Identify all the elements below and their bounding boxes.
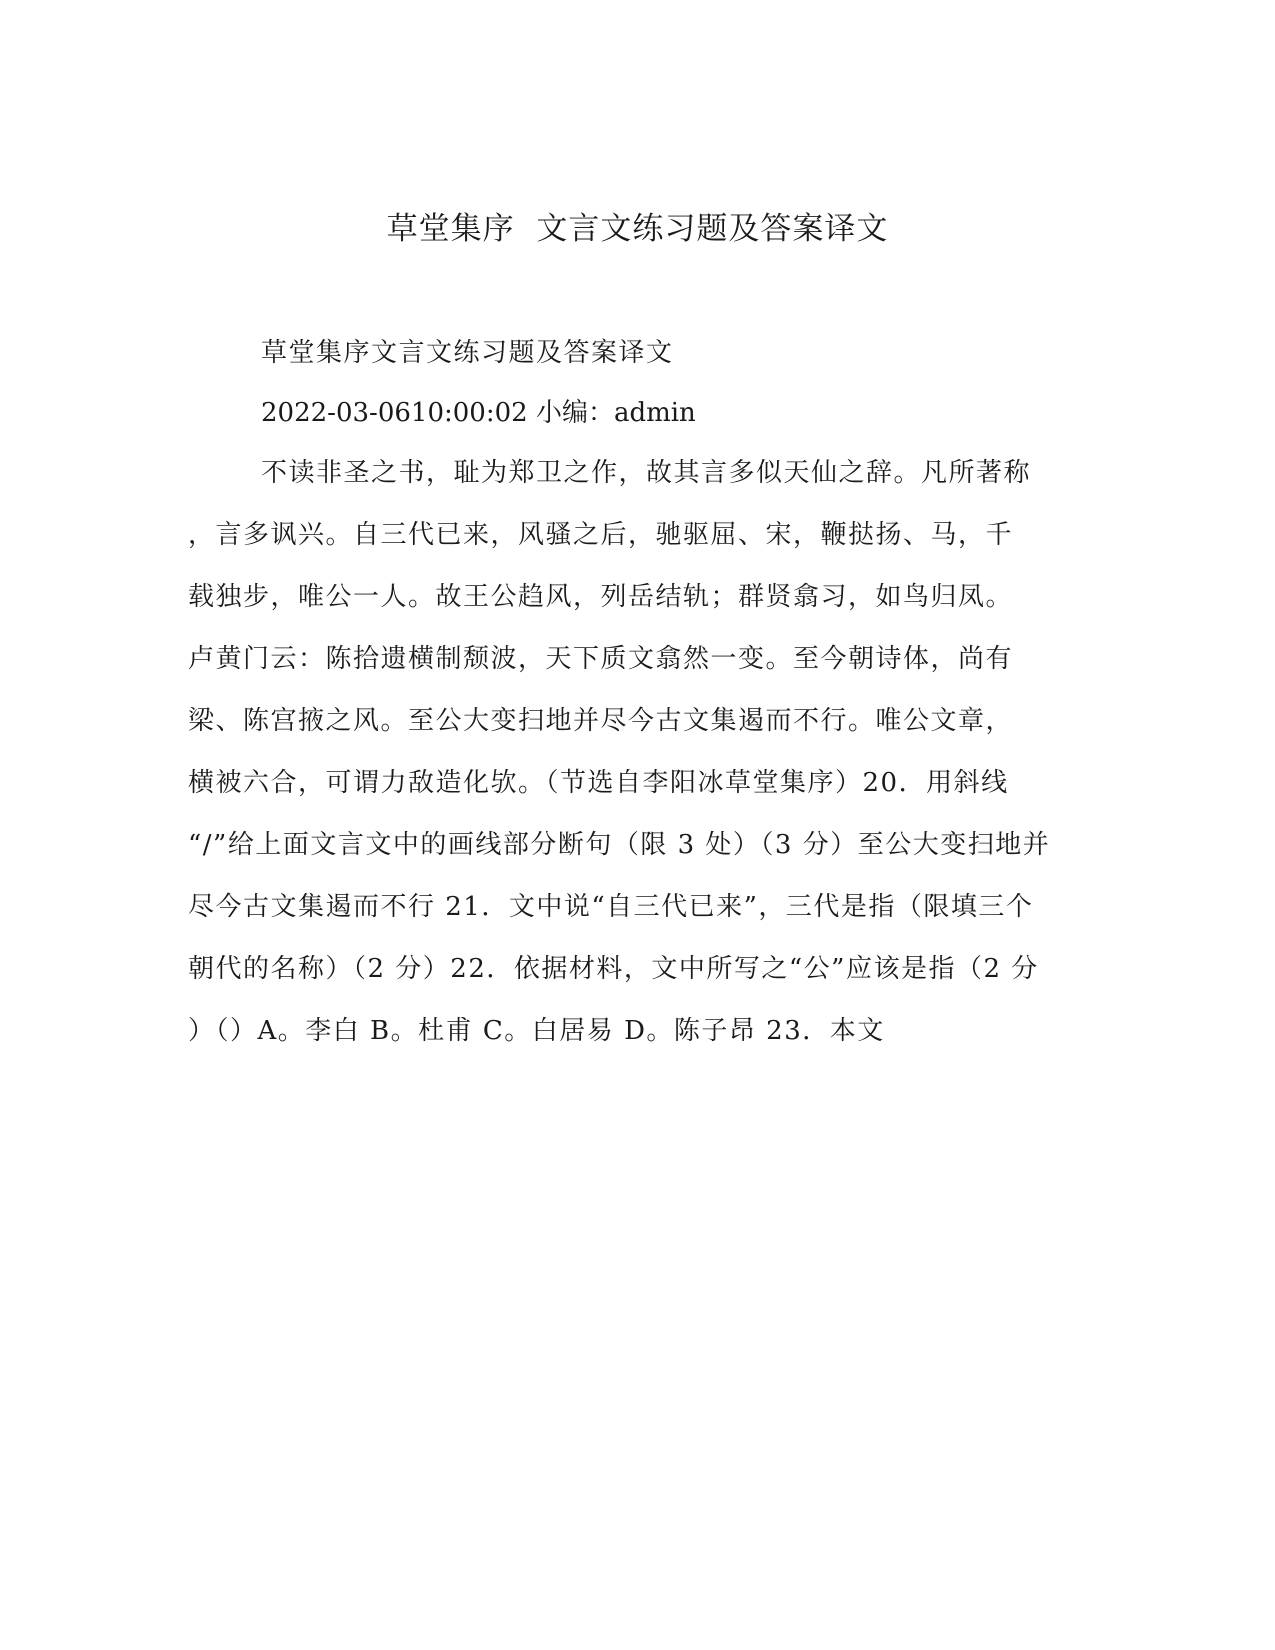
paragraph-line: 载独步，唯公一人。故王公趋风，列岳结轨；群贤翕习，如鸟归凤。: [188, 582, 1014, 612]
document-body: [188, 322, 1088, 1062]
post-meta: 2022-03-0610:00:02 小编：admin: [261, 398, 696, 428]
document-title: 草堂集序 文言文练习题及答案译文: [386, 211, 889, 247]
paragraph-line: ，言多讽兴。自三代已来，风骚之后，驰驱屈、宋，鞭挞扬、马，千: [188, 520, 1014, 550]
paragraph-line: 尽今古文集遏而不行 21．文中说“自三代已来”，三代是指（限填三个: [188, 892, 1034, 922]
paragraph-line: 横被六合，可谓力敌造化欤。（节选自李阳冰草堂集序）20．用斜线: [188, 768, 1009, 798]
paragraph-line: “/”给上面文言文中的画线部分断句（限 3 处）（3 分）至公大变扫地并: [188, 830, 1051, 860]
paragraph-line: 梁、陈宫掖之风。至公大变扫地并尽今古文集遏而不行。唯公文章，: [188, 706, 1014, 736]
document-subtitle: 草堂集序文言文练习题及答案译文: [261, 338, 674, 368]
paragraph-line: 不读非圣之书，耻为郑卫之作，故其言多似天仙之辞。凡所著称: [261, 458, 1032, 488]
paragraph-line: 卢黄门云：陈拾遗横制颓波，天下质文翕然一变。至今朝诗体，尚有: [188, 644, 1014, 674]
paragraph-line: 朝代的名称）（2 分）22．依据材料，文中所写之“公”应该是指（2 分: [188, 954, 1039, 984]
paragraph-line: ）（）A。李白 B。杜甫 C。白居易 D。陈子昂 23．本文: [188, 1016, 885, 1046]
